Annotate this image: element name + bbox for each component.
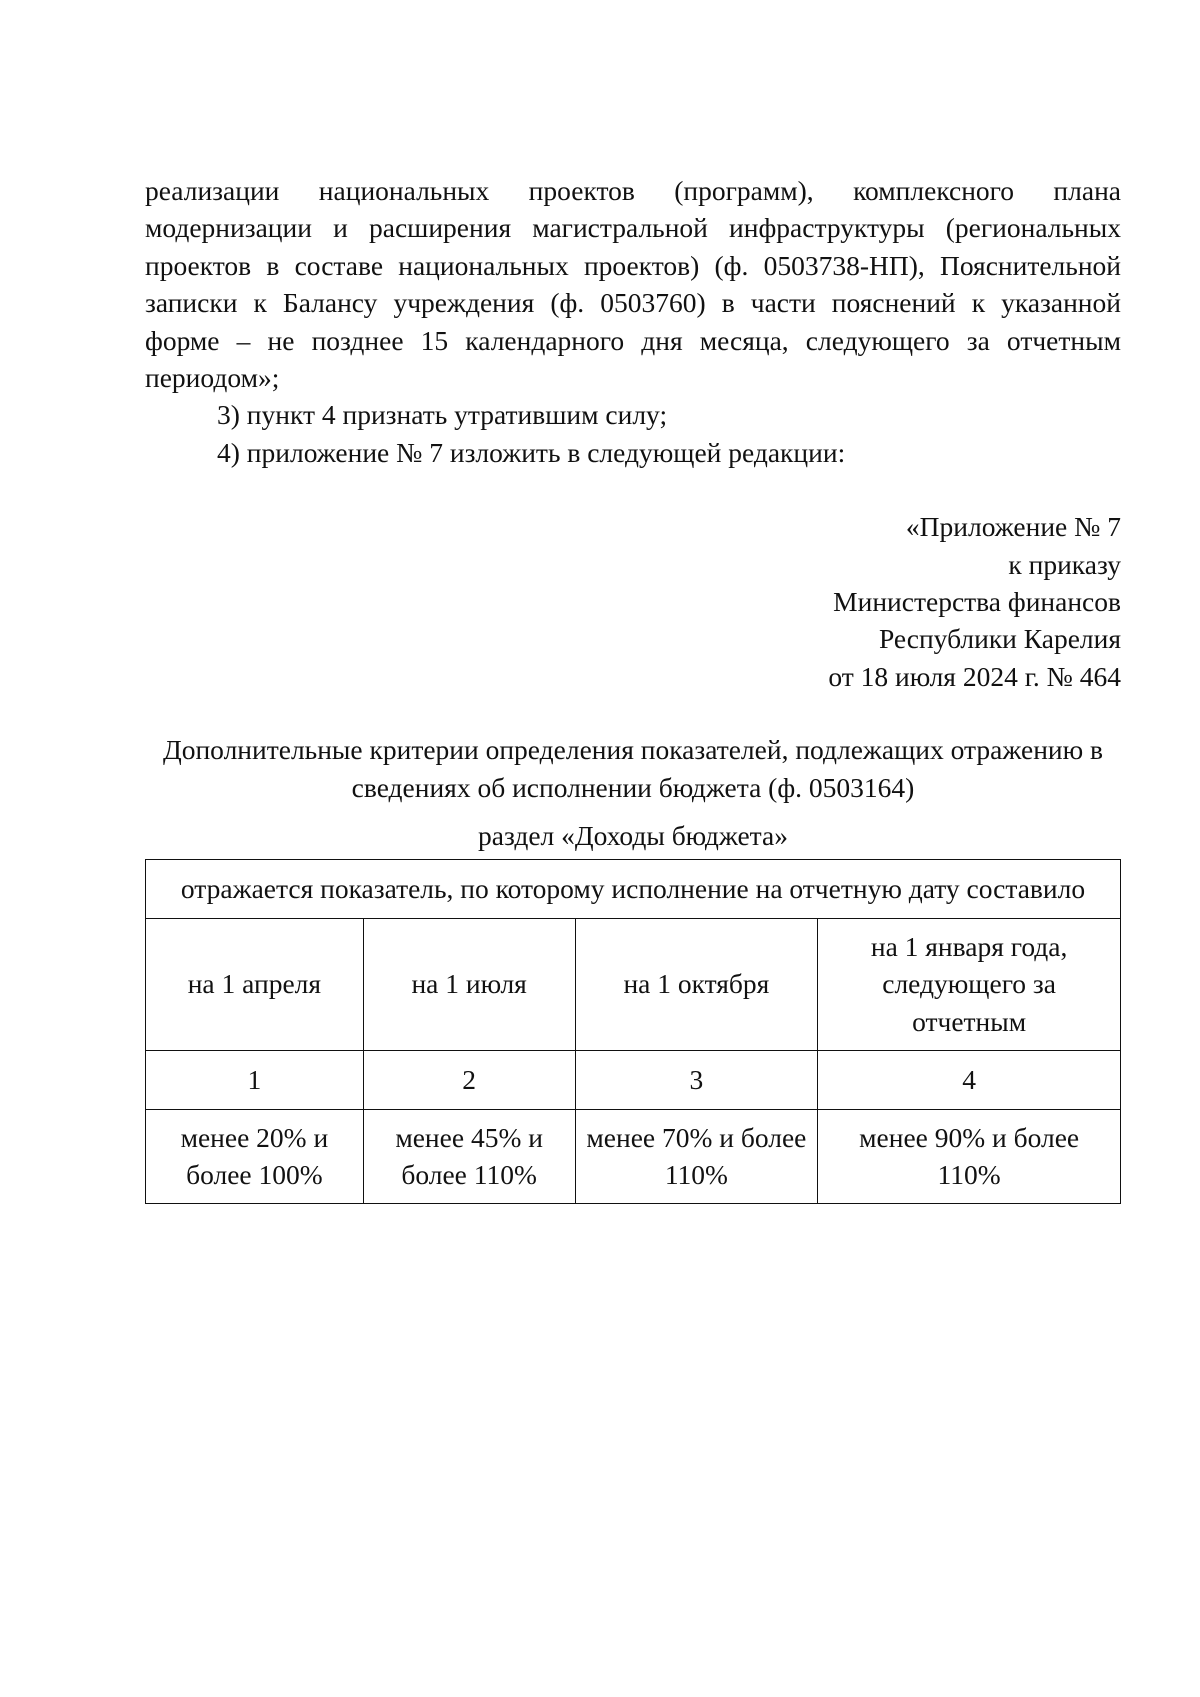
column-header-july: на 1 июля <box>363 918 575 1050</box>
paragraph-line: реализации национальных проектов (программ), комплексного плана <box>145 175 1121 206</box>
paragraph-line: форме – не позднее 15 календарного дня месяца, следующего за отчетным <box>145 324 1121 356</box>
column-header-january: на 1 января года, следующего за отчетным <box>818 918 1121 1050</box>
appendix-line: Министерства финансов <box>833 586 1121 618</box>
appendix-line: «Приложение № 7 <box>905 511 1121 543</box>
criteria-value-october: менее 70% и более 110% <box>575 1109 818 1203</box>
column-header-april: на 1 апреля <box>146 918 364 1050</box>
criteria-value-july: менее 45% и более 110% <box>363 1109 575 1203</box>
table-row <box>146 1050 1121 1109</box>
column-number: 1 <box>146 1050 364 1109</box>
table-row <box>146 918 1121 1050</box>
column-header-october: на 1 октября <box>575 918 818 1050</box>
page-content <box>145 172 1121 1204</box>
intro-paragraph <box>145 172 1121 396</box>
appendix-reference <box>145 508 1121 695</box>
table-header-row <box>146 859 1121 918</box>
table-row <box>146 1109 1121 1203</box>
appendix-line: к приказу <box>1008 548 1121 580</box>
paragraph-line: записки к Балансу учреждения (ф. 0503760) в части пояснений к указанной <box>145 287 1121 319</box>
criteria-table <box>145 859 1121 1204</box>
list-item: 3) пункт 4 признать утратившим силу; <box>217 399 668 431</box>
column-number: 2 <box>363 1050 575 1109</box>
section-caption: раздел «Доходы бюджета» <box>478 820 788 852</box>
criteria-value-april: менее 20% и более 100% <box>146 1109 364 1203</box>
document-title <box>145 731 1121 806</box>
paragraph-line: проектов в составе национальных проектов) (ф. 0503738-НП), Пояснительной <box>145 249 1121 281</box>
column-number: 4 <box>818 1050 1121 1109</box>
column-number: 3 <box>575 1050 818 1109</box>
title-line: сведениях об исполнении бюджета (ф. 0503164) <box>351 771 915 803</box>
paragraph-line: модернизации и расширения магистральной инфраструктуры (региональных <box>145 212 1121 244</box>
appendix-line: от 18 июля 2024 г. № 464 <box>828 660 1121 692</box>
paragraph-line: периодом»; <box>145 362 280 394</box>
title-line: Дополнительные критерии определения показателей, подлежащих отражению в <box>162 734 1104 766</box>
item-list <box>145 396 1121 471</box>
appendix-line: Республики Карелия <box>878 623 1121 655</box>
list-item: 4) приложение № 7 изложить в следующей редакции: <box>217 436 846 468</box>
table-header-cell: отражается показатель, по которому исполнение на отчетную дату составило <box>146 859 1121 918</box>
criteria-value-january: менее 90% и более 110% <box>818 1109 1121 1203</box>
